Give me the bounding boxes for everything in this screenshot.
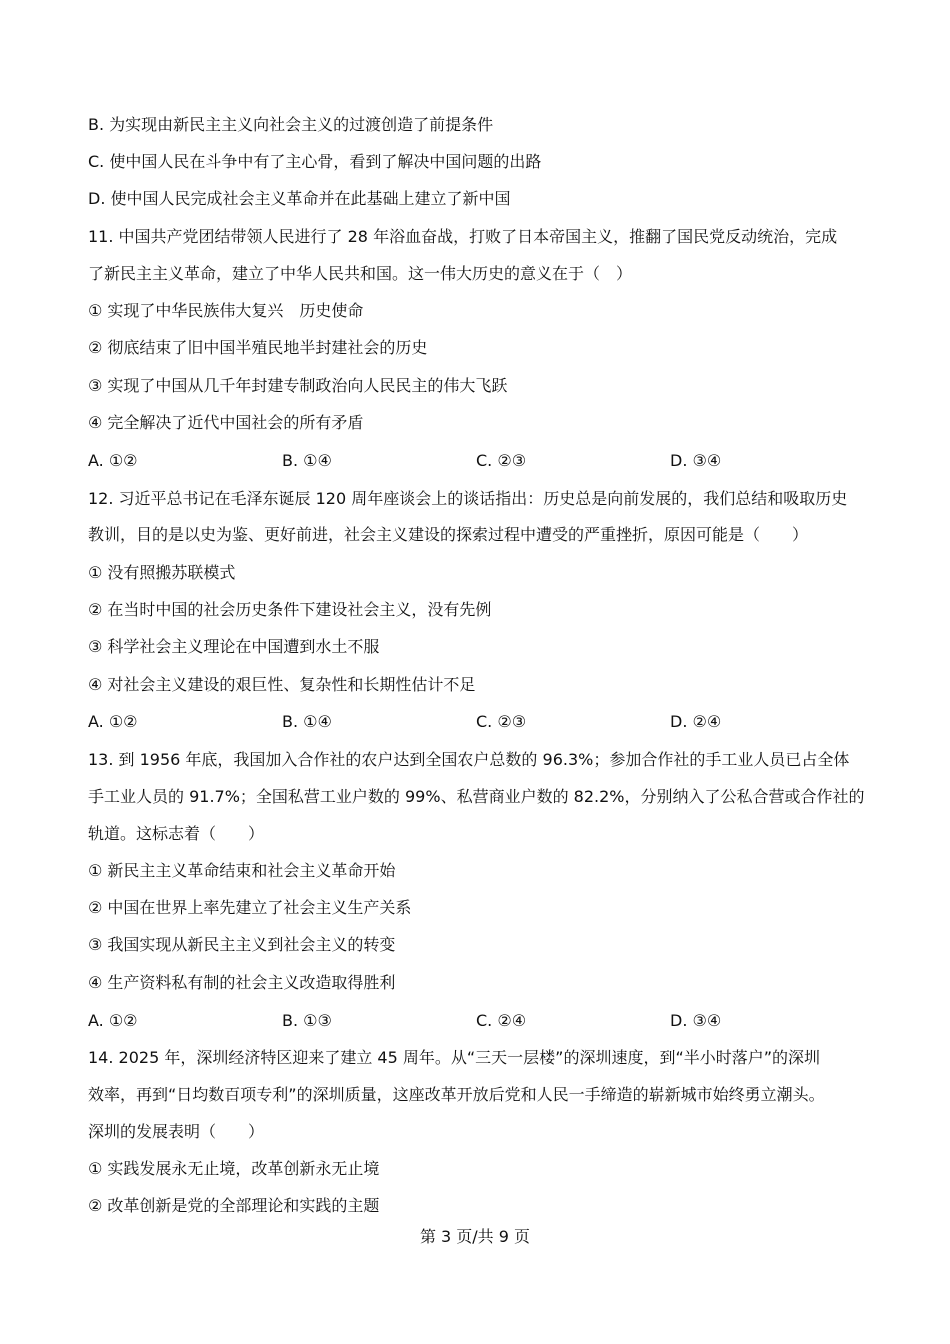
- q13-item-1: ① 新民主主义革命结束和社会主义革命开始: [88, 861, 396, 880]
- q12-item-3: ③ 科学社会主义理论在中国遭到水土不服: [88, 637, 380, 656]
- q12-option-c: C. ②③: [476, 712, 527, 731]
- q11-option-c: C. ②③: [476, 451, 527, 470]
- q11-item-1: ① 实现了中华民族伟大复兴 历史使命: [88, 301, 364, 320]
- q11-options: [88, 450, 868, 472]
- q13-option-a: A. ①②: [88, 1011, 138, 1030]
- q14-item-1: ① 实践发展永无止境，改革创新永无止境: [88, 1159, 380, 1178]
- q13-item-3: ③ 我国实现从新民主主义到社会主义的转变: [88, 935, 396, 954]
- q11-item-2: ② 彻底结束了旧中国半殖民地半封建社会的历史: [88, 338, 428, 357]
- page-number-footer: 第 3 页/共 9 页: [419, 1227, 531, 1246]
- q12-item-1: ① 没有照搬苏联模式: [88, 563, 236, 582]
- q13-option-b: B. ①③: [282, 1011, 332, 1030]
- q11-item-4: ④ 完全解决了近代中国社会的所有矛盾: [88, 413, 364, 432]
- q12-options: [88, 711, 868, 733]
- q13-item-4: ④ 生产资料私有制的社会主义改造取得胜利: [88, 973, 396, 992]
- q12-option-b: B. ①④: [282, 712, 332, 731]
- q14-item-2: ② 改革创新是党的全部理论和实践的主题: [88, 1196, 380, 1215]
- q13-stem-line-2: 手工业人员的 91.7%；全国私营工业户数的 99%、私营商业户数的 82.2%，分别纳入了公私合营或合作社的: [88, 787, 865, 806]
- q13-stem-line-3: 轨道。这标志着（ ）: [88, 824, 265, 843]
- q12-stem-line-1: 12. 习近平总书记在毛泽东诞辰 120 周年座谈会上的谈话指出：历史总是向前发展的，我们总结和吸取历史: [88, 489, 848, 508]
- q13-options: [88, 1010, 868, 1032]
- q12-option-a: A. ①②: [88, 712, 138, 731]
- q11-option-b: B. ①④: [282, 451, 332, 470]
- q13-option-c: C. ②④: [476, 1011, 527, 1030]
- q12-item-4: ④ 对社会主义建设的艰巨性、复杂性和长期性估计不足: [88, 675, 476, 694]
- q12-option-d: D. ②④: [670, 712, 722, 731]
- q13-stem-line-1: 13. 到 1956 年底，我国加入合作社的农户达到全国农户总数的 96.3%；参加合作社的手工业人员已占全体: [88, 750, 850, 769]
- q11-stem-line-2: 了新民主主义革命，建立了中华人民共和国。这一伟大历史的意义在于（ ）: [88, 264, 633, 283]
- q14-stem-line-1: 14. 2025 年，深圳经济特区迎来了建立 45 周年。从“三天一层楼”的深圳速度，到“半小时落户”的深圳: [88, 1048, 821, 1067]
- q13-item-2: ② 中国在世界上率先建立了社会主义生产关系: [88, 898, 412, 917]
- q10-option-d: D. 使中国人民完成社会主义革命并在此基础上建立了新中国: [88, 189, 511, 208]
- q14-stem-line-2: 效率，再到“日均数百项专利”的深圳质量，这座改革开放后党和人民一手缔造的崭新城市始终勇立潮头。: [88, 1085, 825, 1104]
- q11-stem-line-1: 11. 中国共产党团结带领人民进行了 28 年浴血奋战，打败了日本帝国主义，推翻了国民党反动统治，完成: [88, 227, 838, 246]
- q10-option-b: B. 为实现由新民主主义向社会主义的过渡创造了前提条件: [88, 115, 494, 134]
- q12-stem-line-2: 教训，目的是以史为鉴、更好前进，社会主义建设的探索过程中遭受的严重挫折，原因可能是（ ）: [88, 525, 809, 544]
- q11-item-3: ③ 实现了中国从几千年封建专制政治向人民民主的伟大飞跃: [88, 376, 508, 395]
- q12-item-2: ② 在当时中国的社会历史条件下建设社会主义，没有先例: [88, 600, 492, 619]
- q11-option-d: D. ③④: [670, 451, 722, 470]
- q13-option-d: D. ③④: [670, 1011, 722, 1030]
- q14-stem-line-3: 深圳的发展表明（ ）: [88, 1122, 265, 1141]
- q11-option-a: A. ①②: [88, 451, 138, 470]
- q10-option-c: C. 使中国人民在斗争中有了主心骨，看到了解决中国问题的出路: [88, 152, 542, 171]
